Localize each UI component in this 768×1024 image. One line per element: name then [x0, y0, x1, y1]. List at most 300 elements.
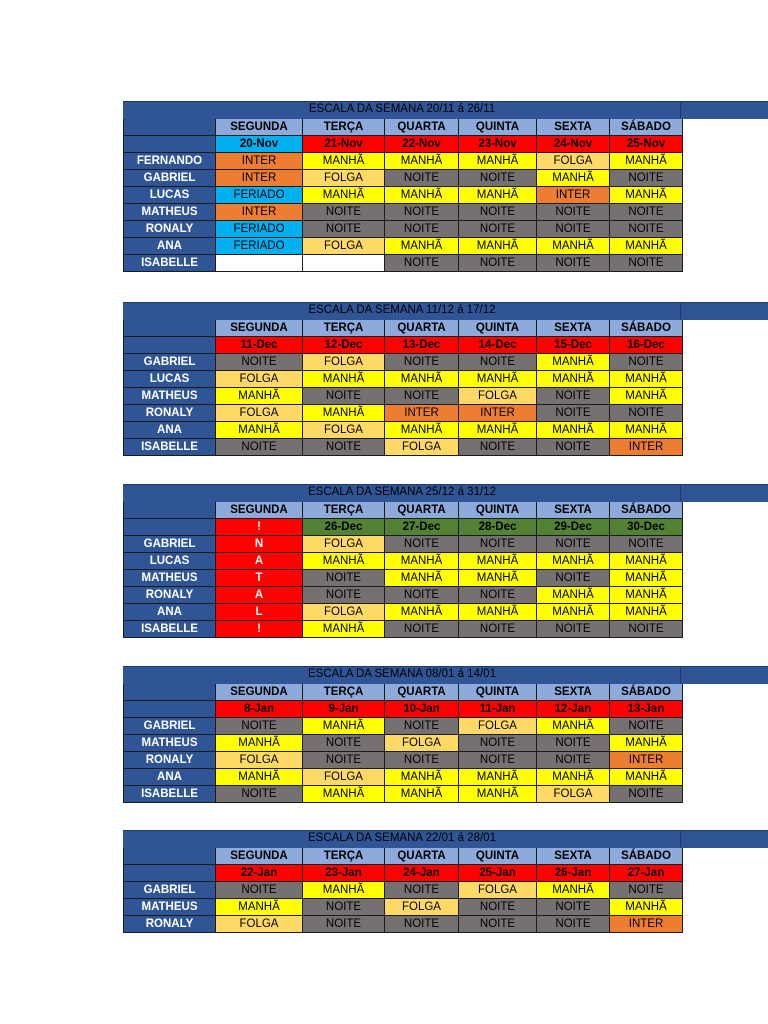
weekday-header: SEXTA: [537, 502, 610, 519]
shift-cell: MANHÃ: [610, 899, 683, 916]
title-separator: [680, 484, 681, 501]
employee-row-gabriel: [124, 170, 683, 187]
shift-cell: MANHÃ: [303, 621, 385, 638]
shift-cell: MANHÃ: [537, 238, 610, 255]
shift-cell: MANHÃ: [385, 238, 459, 255]
shift-cell: MANHÃ: [610, 238, 683, 255]
shift-cell: MANHÃ: [610, 570, 683, 587]
weekday-header: SEGUNDA: [216, 320, 303, 337]
shift-cell: MANHÃ: [385, 769, 459, 786]
shift-cell: NOITE: [303, 752, 385, 769]
shift-cell: A: [216, 553, 303, 570]
date-cell: 25-Nov: [610, 136, 683, 153]
shift-cell: MANHÃ: [385, 371, 459, 388]
employee-name: ISABELLE: [124, 439, 216, 456]
schedule-table: [123, 118, 683, 272]
shift-cell: MANHÃ: [537, 354, 610, 371]
employee-row-ronaly: [124, 752, 683, 769]
shift-cell: FOLGA: [303, 604, 385, 621]
shift-cell: MANHÃ: [216, 735, 303, 752]
shift-cell: INTER: [216, 204, 303, 221]
shift-cell: FOLGA: [385, 899, 459, 916]
shift-cell: MANHÃ: [537, 170, 610, 187]
shift-cell: MANHÃ: [537, 718, 610, 735]
employee-row-ana: [124, 604, 683, 621]
shift-cell: NOITE: [385, 354, 459, 371]
shift-cell: MANHÃ: [537, 882, 610, 899]
shift-cell: NOITE: [610, 786, 683, 803]
employee-row-matheus: [124, 570, 683, 587]
corner-cell: [124, 684, 216, 701]
date-cell: 14-Dec: [459, 337, 537, 354]
schedule-week-1: [123, 101, 768, 272]
date-cell: 12-Jan: [537, 701, 610, 718]
corner-cell: [124, 848, 216, 865]
weekday-header: QUARTA: [385, 320, 459, 337]
employee-name: LUCAS: [124, 371, 216, 388]
shift-cell: MANHÃ: [459, 422, 537, 439]
weekday-header: SEGUNDA: [216, 848, 303, 865]
shift-cell: NOITE: [459, 204, 537, 221]
shift-cell: NOITE: [537, 621, 610, 638]
weekday-header: QUARTA: [385, 119, 459, 136]
shift-cell: NOITE: [385, 587, 459, 604]
weekday-header: QUINTA: [459, 502, 537, 519]
employee-name: MATHEUS: [124, 570, 216, 587]
corner-cell: [124, 865, 216, 882]
shift-cell: MANHÃ: [303, 553, 385, 570]
shift-cell: NOITE: [385, 204, 459, 221]
employee-name: ANA: [124, 422, 216, 439]
date-cell: 24-Nov: [537, 136, 610, 153]
schedule-week-3: [123, 484, 768, 638]
shift-cell: [303, 255, 385, 272]
corner-cell: [124, 502, 216, 519]
shift-cell: NOITE: [216, 718, 303, 735]
title-separator: [680, 666, 681, 683]
shift-cell: NOITE: [459, 899, 537, 916]
shift-cell: !: [216, 621, 303, 638]
shift-cell: MANHÃ: [385, 153, 459, 170]
shift-cell: NOITE: [537, 204, 610, 221]
shift-cell: N: [216, 536, 303, 553]
employee-row-ronaly: [124, 587, 683, 604]
schedule-title: ESCALA DA SEMANA 20/11 á 26/11: [308, 103, 496, 115]
employee-name: MATHEUS: [124, 204, 216, 221]
shift-cell: FOLGA: [303, 170, 385, 187]
shift-cell: MANHÃ: [459, 553, 537, 570]
shift-cell: NOITE: [459, 752, 537, 769]
weekday-header: SÁBADO: [610, 848, 683, 865]
weekday-header: SÁBADO: [610, 320, 683, 337]
shift-cell: MANHÃ: [303, 786, 385, 803]
weekday-header: TERÇA: [303, 119, 385, 136]
shift-cell: NOITE: [385, 170, 459, 187]
shift-cell: NOITE: [610, 621, 683, 638]
shift-cell: FOLGA: [216, 405, 303, 422]
weekday-header: QUARTA: [385, 684, 459, 701]
shift-cell: FOLGA: [303, 422, 385, 439]
weekday-header: QUINTA: [459, 119, 537, 136]
shift-cell: L: [216, 604, 303, 621]
schedule-week-5: [123, 830, 768, 933]
shift-cell: MANHÃ: [303, 371, 385, 388]
employee-name: LUCAS: [124, 187, 216, 204]
shift-cell: A: [216, 587, 303, 604]
shift-cell: NOITE: [537, 916, 610, 933]
shift-cell: NOITE: [385, 621, 459, 638]
employee-row-isabelle: [124, 621, 683, 638]
shift-cell: NOITE: [385, 752, 459, 769]
employee-name: ANA: [124, 604, 216, 621]
shift-cell: NOITE: [537, 752, 610, 769]
schedule-title: ESCALA DA SEMANA 25/12 á 31/12: [308, 486, 496, 498]
employee-name: ISABELLE: [124, 621, 216, 638]
employee-row-lucas: [124, 187, 683, 204]
schedule-title: ESCALA DA SEMANA 11/12 á 17/12: [308, 304, 496, 316]
employee-name: GABRIEL: [124, 718, 216, 735]
shift-cell: NOITE: [385, 916, 459, 933]
date-cell: 22-Jan: [216, 865, 303, 882]
corner-cell: [124, 337, 216, 354]
shift-cell: MANHÃ: [610, 587, 683, 604]
corner-cell: [124, 320, 216, 337]
shift-cell: NOITE: [537, 439, 610, 456]
shift-cell: MANHÃ: [385, 187, 459, 204]
employee-name: RONALY: [124, 752, 216, 769]
corner-cell: [124, 519, 216, 536]
shift-cell: MANHÃ: [216, 422, 303, 439]
date-cell: 21-Nov: [303, 136, 385, 153]
date-cell: 29-Dec: [537, 519, 610, 536]
shift-cell: FOLGA: [303, 536, 385, 553]
corner-cell: [124, 119, 216, 136]
employee-name: GABRIEL: [124, 882, 216, 899]
corner-cell: [124, 701, 216, 718]
employee-name: RONALY: [124, 916, 216, 933]
shift-cell: FOLGA: [459, 882, 537, 899]
date-row: [124, 519, 683, 536]
shift-cell: FOLGA: [216, 371, 303, 388]
date-cell: 23-Jan: [303, 865, 385, 882]
employee-row-ronaly: [124, 405, 683, 422]
schedule-table: [123, 319, 683, 456]
employee-name: RONALY: [124, 221, 216, 238]
shift-cell: MANHÃ: [385, 786, 459, 803]
date-cell: 15-Dec: [537, 337, 610, 354]
weekday-header: SEXTA: [537, 119, 610, 136]
shift-cell: NOITE: [537, 570, 610, 587]
employee-row-matheus: [124, 204, 683, 221]
shift-cell: NOITE: [459, 354, 537, 371]
shift-cell: NOITE: [459, 916, 537, 933]
weekday-header: SEXTA: [537, 684, 610, 701]
shift-cell: INTER: [216, 153, 303, 170]
shift-cell: MANHÃ: [610, 187, 683, 204]
shift-cell: NOITE: [385, 255, 459, 272]
employee-row-ana: [124, 238, 683, 255]
shift-cell: T: [216, 570, 303, 587]
weekday-header: SEGUNDA: [216, 502, 303, 519]
schedule-title-row: [123, 101, 768, 118]
shift-cell: FOLGA: [385, 439, 459, 456]
shift-cell: MANHÃ: [459, 604, 537, 621]
schedule-table: [123, 501, 683, 638]
employee-row-matheus: [124, 735, 683, 752]
date-cell: 16-Dec: [610, 337, 683, 354]
shift-cell: NOITE: [537, 899, 610, 916]
shift-cell: FOLGA: [216, 752, 303, 769]
shift-cell: NOITE: [459, 735, 537, 752]
schedule-week-4: [123, 666, 768, 803]
employee-name: ISABELLE: [124, 255, 216, 272]
shift-cell: MANHÃ: [385, 604, 459, 621]
shift-cell: NOITE: [385, 882, 459, 899]
date-cell: 23-Nov: [459, 136, 537, 153]
employee-name: MATHEUS: [124, 388, 216, 405]
shift-cell: MANHÃ: [459, 187, 537, 204]
shift-cell: NOITE: [303, 587, 385, 604]
shift-cell: FERIADO: [216, 221, 303, 238]
shift-cell: MANHÃ: [537, 604, 610, 621]
date-cell: 11-Jan: [459, 701, 537, 718]
weekday-header: SEXTA: [537, 320, 610, 337]
shift-cell: MANHÃ: [459, 769, 537, 786]
weekday-header: SÁBADO: [610, 119, 683, 136]
shift-cell: NOITE: [303, 439, 385, 456]
weekday-header: SÁBADO: [610, 684, 683, 701]
shift-cell: MANHÃ: [385, 570, 459, 587]
weekday-header: QUINTA: [459, 848, 537, 865]
employee-name: MATHEUS: [124, 899, 216, 916]
employee-name: FERNANDO: [124, 153, 216, 170]
schedule-title-row: [123, 302, 768, 319]
shift-cell: MANHÃ: [216, 899, 303, 916]
employee-name: RONALY: [124, 405, 216, 422]
weekday-header: QUARTA: [385, 848, 459, 865]
shift-cell: MANHÃ: [459, 371, 537, 388]
date-cell: 24-Jan: [385, 865, 459, 882]
shift-cell: NOITE: [459, 439, 537, 456]
shift-cell: NOITE: [385, 221, 459, 238]
date-cell: 27-Jan: [610, 865, 683, 882]
shift-cell: MANHÃ: [385, 422, 459, 439]
schedule-table: [123, 683, 683, 803]
weekday-header: SEGUNDA: [216, 684, 303, 701]
date-cell: 13-Jan: [610, 701, 683, 718]
shift-cell: INTER: [610, 752, 683, 769]
shift-cell: NOITE: [303, 735, 385, 752]
employee-row-lucas: [124, 371, 683, 388]
shift-cell: MANHÃ: [610, 604, 683, 621]
shift-cell: MANHÃ: [459, 153, 537, 170]
shift-cell: INTER: [459, 405, 537, 422]
weekday-header-row: [124, 684, 683, 701]
schedule-title-row: [123, 830, 768, 847]
employee-row-fernando: [124, 153, 683, 170]
employee-row-isabelle: [124, 255, 683, 272]
date-cell: 30-Dec: [610, 519, 683, 536]
shift-cell: FOLGA: [459, 388, 537, 405]
date-cell: 13-Dec: [385, 337, 459, 354]
shift-cell: MANHÃ: [610, 388, 683, 405]
shift-cell: INTER: [610, 439, 683, 456]
shift-cell: MANHÃ: [385, 553, 459, 570]
shift-cell: NOITE: [303, 221, 385, 238]
date-cell: 12-Dec: [303, 337, 385, 354]
shift-cell: NOITE: [610, 221, 683, 238]
employee-row-isabelle: [124, 786, 683, 803]
date-row: [124, 701, 683, 718]
shift-cell: FOLGA: [303, 354, 385, 371]
employee-name: MATHEUS: [124, 735, 216, 752]
schedule-title: ESCALA DA SEMANA 08/01 á 14/01: [308, 668, 496, 680]
shift-cell: NOITE: [303, 388, 385, 405]
corner-cell: [124, 136, 216, 153]
title-separator: [680, 101, 681, 118]
weekday-header: SEGUNDA: [216, 119, 303, 136]
shift-cell: FERIADO: [216, 187, 303, 204]
shift-cell: FOLGA: [537, 786, 610, 803]
date-cell: 22-Nov: [385, 136, 459, 153]
shift-cell: NOITE: [537, 221, 610, 238]
schedule-title-row: [123, 484, 768, 501]
shift-cell: MANHÃ: [610, 371, 683, 388]
shift-cell: NOITE: [537, 388, 610, 405]
employee-row-gabriel: [124, 354, 683, 371]
employee-name: GABRIEL: [124, 536, 216, 553]
weekday-header: QUINTA: [459, 684, 537, 701]
shift-cell: MANHÃ: [537, 553, 610, 570]
shift-cell: NOITE: [610, 255, 683, 272]
shift-cell: MANHÃ: [537, 769, 610, 786]
employee-name: RONALY: [124, 587, 216, 604]
shift-cell: NOITE: [610, 536, 683, 553]
employee-name: GABRIEL: [124, 170, 216, 187]
shift-cell: MANHÃ: [459, 570, 537, 587]
shift-cell: MANHÃ: [303, 718, 385, 735]
employee-name: GABRIEL: [124, 354, 216, 371]
schedule-table: [123, 847, 683, 933]
date-row: [124, 337, 683, 354]
shift-cell: MANHÃ: [610, 735, 683, 752]
shift-cell: MANHÃ: [303, 882, 385, 899]
employee-row-gabriel: [124, 718, 683, 735]
shift-cell: NOITE: [459, 587, 537, 604]
schedule-title-row: [123, 666, 768, 683]
employee-row-lucas: [124, 553, 683, 570]
date-row: [124, 865, 683, 882]
shift-cell: MANHÃ: [303, 405, 385, 422]
shift-cell: MANHÃ: [459, 238, 537, 255]
date-cell: 10-Jan: [385, 701, 459, 718]
shift-cell: NOITE: [459, 221, 537, 238]
weekday-header: TERÇA: [303, 848, 385, 865]
shift-cell: NOITE: [459, 536, 537, 553]
date-cell: !: [216, 519, 303, 536]
employee-row-ronaly: [124, 916, 683, 933]
shift-cell: NOITE: [303, 204, 385, 221]
employee-name: ISABELLE: [124, 786, 216, 803]
shift-cell: MANHÃ: [537, 587, 610, 604]
weekday-header-row: [124, 119, 683, 136]
shift-cell: NOITE: [303, 899, 385, 916]
shift-cell: INTER: [610, 916, 683, 933]
shift-cell: MANHÃ: [537, 371, 610, 388]
shift-cell: NOITE: [216, 439, 303, 456]
shift-cell: NOITE: [303, 916, 385, 933]
shift-cell: FOLGA: [216, 916, 303, 933]
date-cell: 9-Jan: [303, 701, 385, 718]
date-cell: 27-Dec: [385, 519, 459, 536]
weekday-header: SEXTA: [537, 848, 610, 865]
date-cell: 8-Jan: [216, 701, 303, 718]
employee-row-ronaly: [124, 221, 683, 238]
shift-cell: FOLGA: [303, 769, 385, 786]
shift-cell: MANHÃ: [303, 187, 385, 204]
shift-cell: NOITE: [216, 882, 303, 899]
weekday-header: TERÇA: [303, 320, 385, 337]
weekday-header: TERÇA: [303, 502, 385, 519]
title-separator: [680, 302, 681, 319]
employee-row-gabriel: [124, 882, 683, 899]
shift-cell: NOITE: [610, 170, 683, 187]
shift-cell: NOITE: [459, 621, 537, 638]
shift-cell: NOITE: [385, 536, 459, 553]
employee-name: ANA: [124, 769, 216, 786]
employee-row-matheus: [124, 899, 683, 916]
shift-cell: FERIADO: [216, 238, 303, 255]
shift-cell: MANHÃ: [459, 786, 537, 803]
shift-cell: NOITE: [610, 204, 683, 221]
employee-name: ANA: [124, 238, 216, 255]
shift-cell: MANHÃ: [537, 422, 610, 439]
shift-cell: NOITE: [385, 718, 459, 735]
weekday-header-row: [124, 848, 683, 865]
shift-cell: NOITE: [537, 536, 610, 553]
weekday-header: TERÇA: [303, 684, 385, 701]
shift-cell: MANHÃ: [216, 769, 303, 786]
shift-cell: NOITE: [385, 388, 459, 405]
weekday-header: QUARTA: [385, 502, 459, 519]
shift-cell: MANHÃ: [610, 769, 683, 786]
shift-cell: NOITE: [610, 718, 683, 735]
shift-cell: NOITE: [610, 354, 683, 371]
schedule-title: ESCALA DA SEMANA 22/01 á 28/01: [308, 832, 496, 844]
employee-row-ana: [124, 422, 683, 439]
schedule-week-2: [123, 302, 768, 456]
shift-cell: NOITE: [537, 255, 610, 272]
date-cell: 20-Nov: [216, 136, 303, 153]
date-cell: 28-Dec: [459, 519, 537, 536]
employee-row-isabelle: [124, 439, 683, 456]
shift-cell: MANHÃ: [216, 388, 303, 405]
shift-cell: NOITE: [537, 735, 610, 752]
shift-cell: NOITE: [303, 570, 385, 587]
shift-cell: INTER: [537, 187, 610, 204]
weekday-header-row: [124, 320, 683, 337]
shift-cell: NOITE: [216, 354, 303, 371]
shift-cell: NOITE: [459, 170, 537, 187]
shift-cell: INTER: [385, 405, 459, 422]
date-row: [124, 136, 683, 153]
shift-cell: NOITE: [610, 882, 683, 899]
date-cell: 26-Dec: [303, 519, 385, 536]
shift-cell: NOITE: [537, 405, 610, 422]
weekday-header-row: [124, 502, 683, 519]
weekday-header: QUINTA: [459, 320, 537, 337]
shift-cell: NOITE: [610, 405, 683, 422]
